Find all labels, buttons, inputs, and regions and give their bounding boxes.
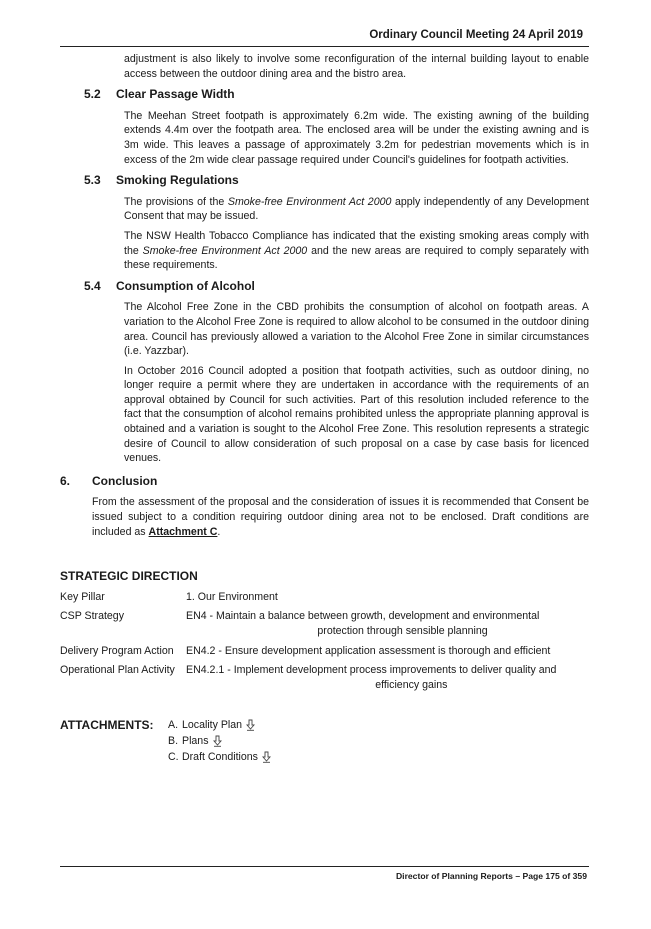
activity-description (234, 663, 589, 692)
download-icon[interactable] (246, 719, 255, 731)
separator: - (224, 664, 234, 677)
description-line: protection through sensible planning (317, 625, 488, 637)
operational-plan-row (60, 663, 589, 692)
attachment-letter: B. (168, 735, 179, 748)
attachment-item[interactable] (168, 734, 271, 750)
section-5-4-heading (60, 279, 589, 294)
row-value (186, 609, 589, 638)
attachments-list (168, 718, 271, 766)
text-run: The NSW Health Tobacco Compliance has indicated that the existing smoking areas comply with the (124, 229, 589, 257)
delivery-program-row (60, 644, 589, 659)
section-5-2-heading (60, 87, 589, 102)
strategy-code: EN4 (186, 610, 207, 623)
attachment-label[interactable]: Locality Plan (182, 719, 243, 732)
section-title: Consumption of Alcohol (116, 278, 255, 293)
attachments-title: ATTACHMENTS: (60, 718, 154, 733)
section-5-3-heading (60, 173, 589, 188)
section-number: 5.3 (84, 173, 101, 188)
row-value (186, 663, 589, 692)
section-5-2-paragraph: The Meehan Street footpath is approximately 6.2m wide. The existing awning of the building extends 4.4m over the footpath area. The enclosed area will be under the existing awning and is 3m wide. This leaves a passage of approximately 3.2m for pedestrian movements which is in excess of the 2m wide clear passage required under Council's guidelines for footpath activities. (124, 109, 589, 166)
document-body (60, 52, 589, 766)
section-6-heading (60, 474, 589, 489)
text-run: apply independently of any Development Consent that may be issued. (124, 195, 589, 223)
section-5-3-paragraph-1 (60, 195, 589, 224)
action-description: Ensure development application assessment is thorough and efficient (224, 644, 551, 657)
row-label: Delivery Program Action (60, 644, 174, 657)
footer-rule (60, 866, 589, 867)
download-icon[interactable] (213, 735, 222, 747)
attachment-c-link[interactable]: Attachment C (148, 525, 218, 538)
section-number: 5.4 (84, 278, 101, 293)
section-title: Smoking Regulations (116, 173, 239, 188)
attachment-item[interactable] (168, 718, 271, 734)
activity-code: EN4.2.1 (186, 664, 225, 677)
attachment-label[interactable]: Plans (182, 735, 209, 748)
separator: - (215, 644, 225, 657)
header-rule (60, 46, 589, 47)
row-label: Operational Plan Activity (60, 664, 175, 677)
download-icon[interactable] (262, 751, 271, 763)
section-5-4-paragraph-2: In October 2016 Council adopted a position that footpath activities, such as outdoor dining, no longer require a permit where they are undertaken in accordance with the requirements of an approval obtained by Council for such activities. Part of this resolution included reference to the fact that the consumption of alcohol remains prohibited unless the appropriate planning approval is obtained and a variation is sought to the Alcohol Free Zone. This resolution represents a strategic desire of Council to allow consideration of such proposal on a case by case basis for licenced venues. (124, 364, 589, 465)
attachment-label[interactable]: Draft Conditions (182, 751, 258, 764)
section-5-4-paragraph-1: The Alcohol Free Zone in the CBD prohibits the consumption of alcohol on footpath areas. A variation to the Alcohol Free Zone is required to allow alcohol to be consumed in the outdoor dining area. Council has previously allowed a variation to the Alcohol Free Zone in similar circumstances (i.e. Yazzbar). (124, 301, 589, 358)
act-name: Smoke-free Environment Act 2000 (142, 244, 308, 257)
section-number: 5.2 (84, 87, 101, 102)
action-code: EN4.2 (186, 644, 216, 657)
description-line: Implement development process improvements to deliver quality and (233, 664, 557, 677)
strategy-description (216, 609, 589, 638)
text-run: . (217, 525, 221, 538)
row-label: CSP Strategy (60, 610, 124, 623)
section-title: Clear Passage Width (116, 87, 235, 102)
key-pillar-row (60, 590, 589, 605)
description-line: efficiency gains (375, 678, 448, 691)
footer-page-info: Director of Planning Reports – Page 175 of 359 (395, 871, 587, 881)
row-label: Key Pillar (60, 590, 105, 603)
section-5-3-paragraph-2 (60, 229, 589, 273)
header-title: Ordinary Council Meeting 24 April 2019 (369, 29, 583, 41)
row-value (186, 644, 589, 659)
description-line: Maintain a balance between growth, development and environmental (216, 610, 540, 623)
attachment-letter: A. (168, 719, 179, 732)
attachment-letter: C. (168, 751, 179, 764)
text-run: From the assessment of the proposal and the consideration of issues it is recommended that Consent be issued subject to a condition requiring outdoor dining area not to be enclosed. Draft conditions are included as (92, 496, 589, 538)
conclusion-paragraph (60, 495, 589, 539)
csp-strategy-row (60, 609, 589, 638)
separator: - (206, 610, 217, 623)
act-name: Smoke-free Environment Act 2000 (227, 195, 392, 208)
continuation-paragraph: adjustment is also likely to involve some reconfiguration of the internal building layout to enable access between the outdoor dining area and the bistro area. (124, 53, 589, 80)
row-value: 1. Our Environment (186, 590, 278, 603)
attachment-item[interactable] (168, 750, 271, 766)
text-run: The provisions of the (124, 195, 228, 208)
section-number: 6. (60, 473, 71, 488)
text-run: and the new areas are required to comply separately with these requirements. (124, 244, 589, 272)
section-title: Conclusion (92, 473, 158, 488)
strategic-direction-title: STRATEGIC DIRECTION (60, 569, 198, 584)
attachments-section (60, 718, 589, 766)
